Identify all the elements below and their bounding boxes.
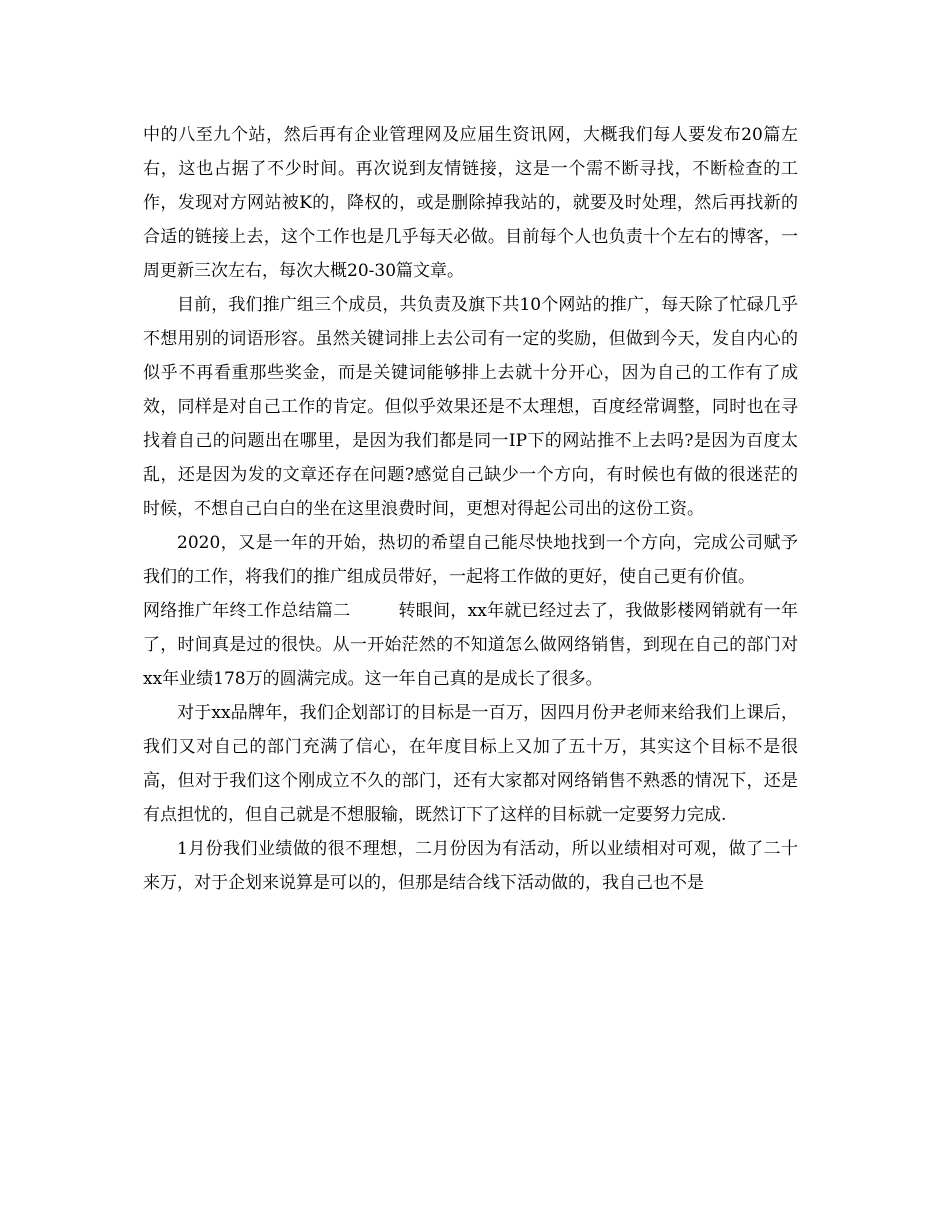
paragraph-5: 对于xx品牌年，我们企划部订的目标是一百万，因四月份尹老师来给我们上课后，我们又对自己的部门充满了信心，在年度目标上又加了五十万，其实这个目标不是很高，但对于我们这个刚成立不久的部门，还有大家都对网络销售不熟悉的情况下，还是有点担忧的，但自己就是不想服输，既然订下了这样的目标就一定要努力完成. bbox=[143, 703, 798, 825]
paragraph-2: 目前，我们推广组三个成员，共负责及旗下共10个网站的推广，每天除了忙碌几乎不想用别的词语形容。虽然关键词排上去公司有一定的奖励，但做到今天，发自内心的似乎不再看重那些奖金，而是关键词能够排上去就十分开心，因为自己的工作有了成效，同样是对自己工作的肯定。但似乎效果还是不太理想，百度经常调整，同时也在寻找着自己的问题出在哪里，是因为我们都是同一IP下的网站推不上去吗?是因为百度太乱，还是因为发的文章还存在问题?感觉自己缺少一个方向，有时候也有做的很迷茫的时候，不想自己白白的坐在这里浪费时间，更想对得起公司出的这份工资。 bbox=[143, 295, 798, 519]
section-first-text: 转眼间，xx年就已经过去了，我做影楼网销就有一年了，时间真是过的很快。从一开始茫然的不知道怎么做网络销售，到现在自己的部门对xx年业绩178万的圆满完成。这一年自己真的是成长了很多。 bbox=[143, 601, 798, 689]
paragraph-3: 2020，又是一年的开始，热切的希望自己能尽快地找到一个方向，完成公司赋予我们的工作，将我们的推广组成员带好，一起将工作做的更好，使自己更有价值。 bbox=[143, 533, 798, 587]
paragraph-1: 中的八至九个站，然后再有企业管理网及应届生资讯网，大概我们每人要发布20篇左右，这也占据了不少时间。再次说到友情链接，这是一个需不断寻找，不断检查的工作，发现对方网站被K的，降权的，或是删除掉我站的，就要及时处理，然后再找新的合适的链接上去，这个工作也是几乎每天必做。目前每个人也负责十个左右的博客，一周更新三次左右，每次大概20-30篇文章。 bbox=[143, 125, 798, 281]
section-heading-paragraph bbox=[143, 594, 798, 696]
section-title: 网络推广年终工作总结篇二 bbox=[143, 601, 351, 621]
document-body bbox=[143, 118, 798, 900]
paragraph-6: 1月份我们业绩做的很不理想，二月份因为有活动，所以业绩相对可观，做了二十来万，对于企划来说算是可以的，但那是结合线下活动做的，我自己也不是 bbox=[143, 839, 798, 893]
